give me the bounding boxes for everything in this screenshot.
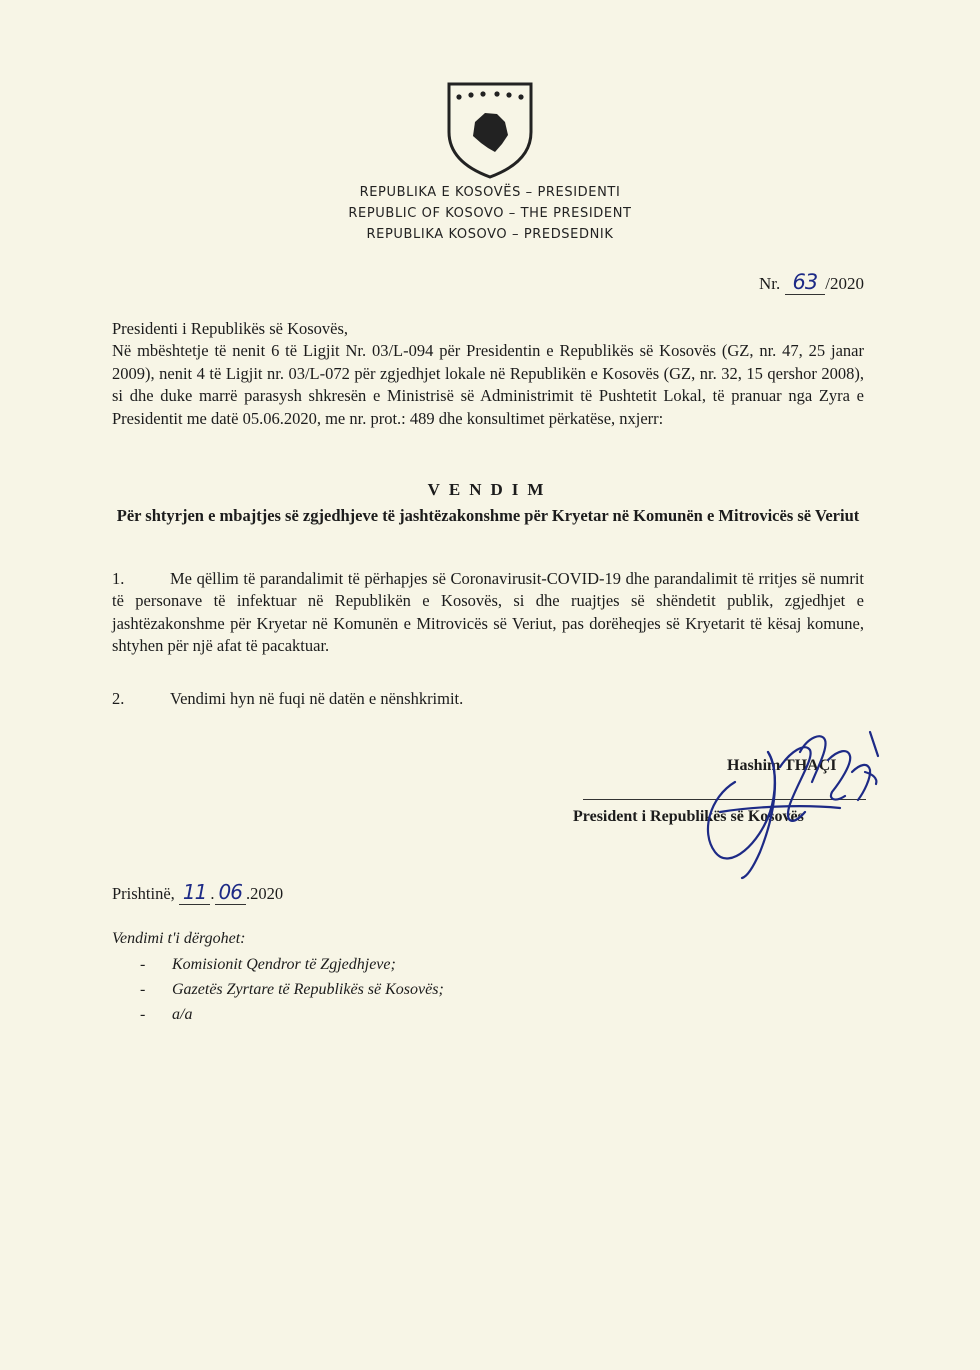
document-number-handwritten: 63 (785, 270, 826, 295)
distribution-heading: Vendimi t'i dërgohet: (112, 930, 246, 947)
letterhead-line-serbian: REPUBLIKA KOSOVO – PREDSEDNIK (366, 227, 614, 242)
list-dash: - (140, 1006, 146, 1023)
recipient: a/a (172, 1006, 193, 1023)
list-item (140, 977, 444, 1002)
list-item (140, 1002, 444, 1027)
handwritten-signature-icon (680, 712, 890, 882)
signatory-title: President i Republikës së Kosovës (573, 808, 804, 825)
list-dash: - (140, 956, 146, 973)
decision-item-text: Vendimi hyn në fuqi në datën e nënshkrimit. (170, 689, 464, 708)
letterhead (0, 182, 980, 245)
signatory-name: Hashim THAÇI (727, 757, 837, 774)
preamble-text: Në mbështetje të nenit 6 të Ligjit Nr. 03/L-094 për Presidentin e Republikës së Kosovës (GZ, nr. 47, 25 janar 2009), nenit 4 të Ligjit nr. 03/L-072 për zgjedhjet lokale në Republikën e Kosovës (GZ, nr. 32, 15 qershor 2008), si dhe duke marrë parasysh shkresën e Ministrisë së Administrimit të Pushtetit Lokal, të pranuar nga Zyra e Presidentit me datë 05.06.2020, me nr. prot.: 489 dhe konsultimet përkatëse, nxjerr: (112, 341, 864, 428)
preamble (112, 318, 864, 430)
decision-item-number: 2. (112, 689, 125, 708)
decision-item-number: 1. (112, 569, 125, 588)
letterhead-line-albanian: REPUBLIKA E KOSOVËS – PRESIDENTI (359, 185, 621, 200)
preamble-salutation: Presidenti i Republikës së Kosovës, (112, 319, 349, 338)
document-number-year: /2020 (825, 274, 864, 293)
place-and-date: Prishtinë, 11 . 06 .2020 (112, 880, 284, 904)
document-number-prefix: Nr. (759, 274, 781, 293)
date-year: .2020 (245, 884, 284, 903)
decision-title: VENDIM (427, 480, 553, 499)
document-number (759, 270, 864, 294)
distribution-list (140, 952, 444, 1027)
recipient: Komisionit Qendror të Zgjedhjeve; (172, 956, 396, 973)
date-day-handwritten: 11 (179, 880, 210, 905)
recipient: Gazetës Zyrtare të Republikës së Kosovës; (172, 981, 444, 998)
date-month-handwritten: 06 (215, 880, 246, 905)
decision-item (112, 568, 864, 658)
place: Prishtinë, (112, 884, 175, 903)
list-dash: - (140, 981, 146, 998)
list-item (140, 952, 444, 977)
decision-subtitle: Për shtyrjen e mbajtjes së zgjedhjeve të jashtëzakonshme për Kryetar në Komunën e Mitrovicës së Veriut (116, 506, 860, 525)
decision-item-text: Me qëllim të parandalimit të përhapjes së Coronavirusit-COVID-19 dhe parandalimit të rritjes së numrit të personave të infektuar në Republikën e Kosovës, si dhe ruajtjes së shëndetit publik, zgjedhjet e jashtëzakonshme për Kryetar në Komunën e Mitrovicës së Veriut, pas dorëheqjes së Kryetarit të kësaj komune, shtyhen për një afat të pacaktuar. (112, 569, 864, 656)
kosovo-coat-of-arms-icon (445, 80, 535, 180)
decision-item (112, 688, 864, 710)
letterhead-line-english: REPUBLIC OF KOSOVO – THE PRESIDENT (348, 206, 632, 221)
